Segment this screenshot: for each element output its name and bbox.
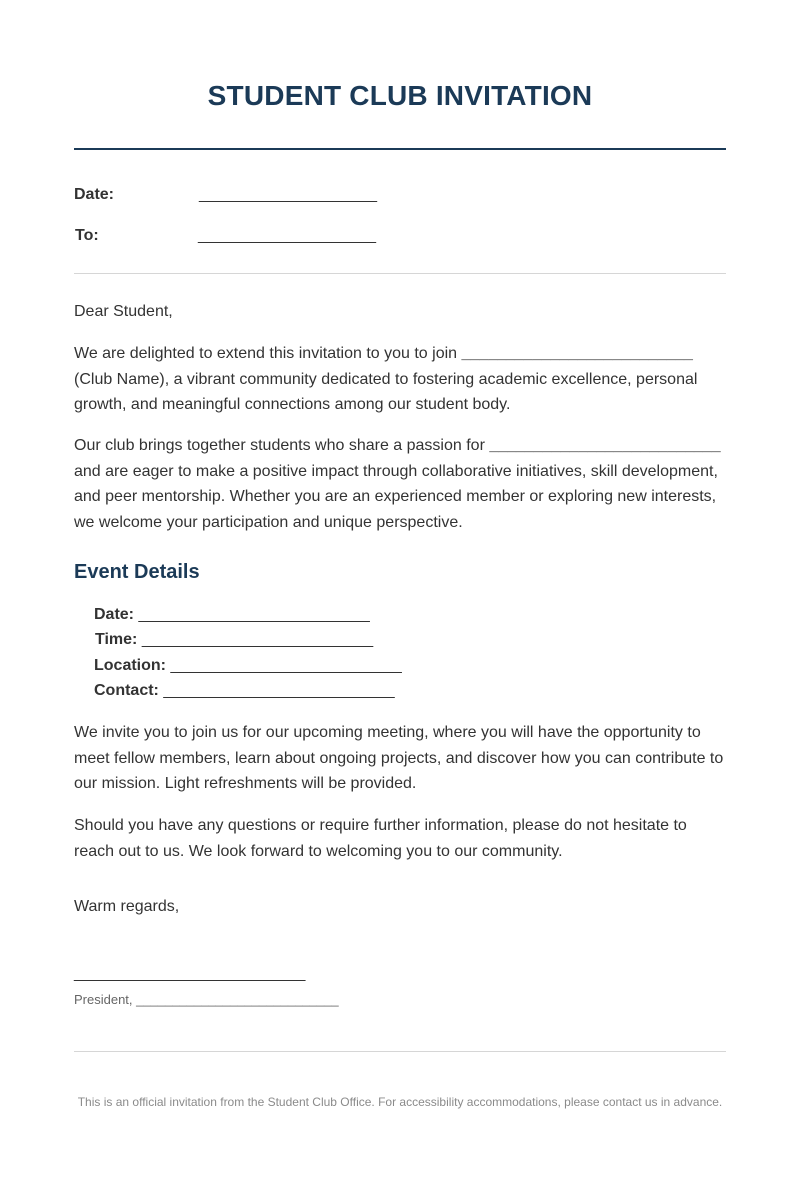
to-row <box>74 226 474 246</box>
signature-caption: President, ____________________________ <box>74 992 339 1007</box>
event-location-blank: __________________________ <box>166 657 402 674</box>
event-time-blank: __________________________ <box>137 631 374 648</box>
event-date-row <box>94 605 370 625</box>
signature-line: __________________________ <box>74 965 306 982</box>
event-contact-blank: __________________________ <box>158 682 395 699</box>
paragraph-meeting: We invite you to join us for our upcoming meeting, where you will have the opportunity to meet fellow members, learn about ongoing projects, and discover how you can contribute to our mission. Light refreshments will be provided. <box>74 724 724 793</box>
event-location-row <box>94 656 402 676</box>
to-blank: ____________________ <box>198 227 376 244</box>
paragraph-club-intro-rest: (Club Name), a vibrant community dedicated to fostering academic excellence, personal growth, and meaningful connections among our student body. <box>74 370 698 414</box>
footer-note: This is an official invitation from the Student Club Office. For accessibility accommodations, please contact us in advance. <box>77 1095 723 1109</box>
closing: Warm regards, <box>74 898 180 915</box>
title-divider <box>74 148 726 150</box>
paragraph-club-passion-text: Our club brings together students who share a passion for <box>74 437 490 454</box>
document-title: STUDENT CLUB INVITATION <box>207 80 593 111</box>
event-date-blank: __________________________ <box>134 606 370 623</box>
paragraph-club-intro <box>74 341 726 418</box>
paragraph-club-passion-rest: and are eager to make a positive impact through collaborative initiatives, skill development, and peer mentorship. Whether you are an experienced member or exploring new interests, we welcome your participation and unique perspective. <box>74 462 718 531</box>
date-label: Date: <box>74 186 115 203</box>
club-name-blank: __________________________ <box>461 345 693 362</box>
event-contact-row <box>94 681 395 701</box>
salutation: Dear Student, <box>74 303 173 320</box>
date-blank: ____________________ <box>199 186 377 203</box>
paragraph-questions: Should you have any questions or require further information, please do not hesitate to reach out to us. We look forward to welcoming you to our community. <box>74 817 687 860</box>
footer-divider <box>74 1051 726 1052</box>
event-location-label: Location: <box>94 657 166 674</box>
event-details-heading: Event Details <box>74 561 200 583</box>
passion-blank: __________________________ <box>489 437 721 454</box>
event-contact-label: Contact: <box>94 682 159 699</box>
to-label: To: <box>75 227 99 244</box>
paragraph-club-intro-text: We are delighted to extend this invitation to you to join <box>74 345 462 362</box>
event-time-row <box>95 630 373 650</box>
event-time-label: Time: <box>95 631 138 648</box>
meta-divider <box>74 273 726 274</box>
date-row <box>74 185 474 205</box>
event-date-label: Date: <box>94 606 135 623</box>
paragraph-club-passion <box>74 433 726 535</box>
